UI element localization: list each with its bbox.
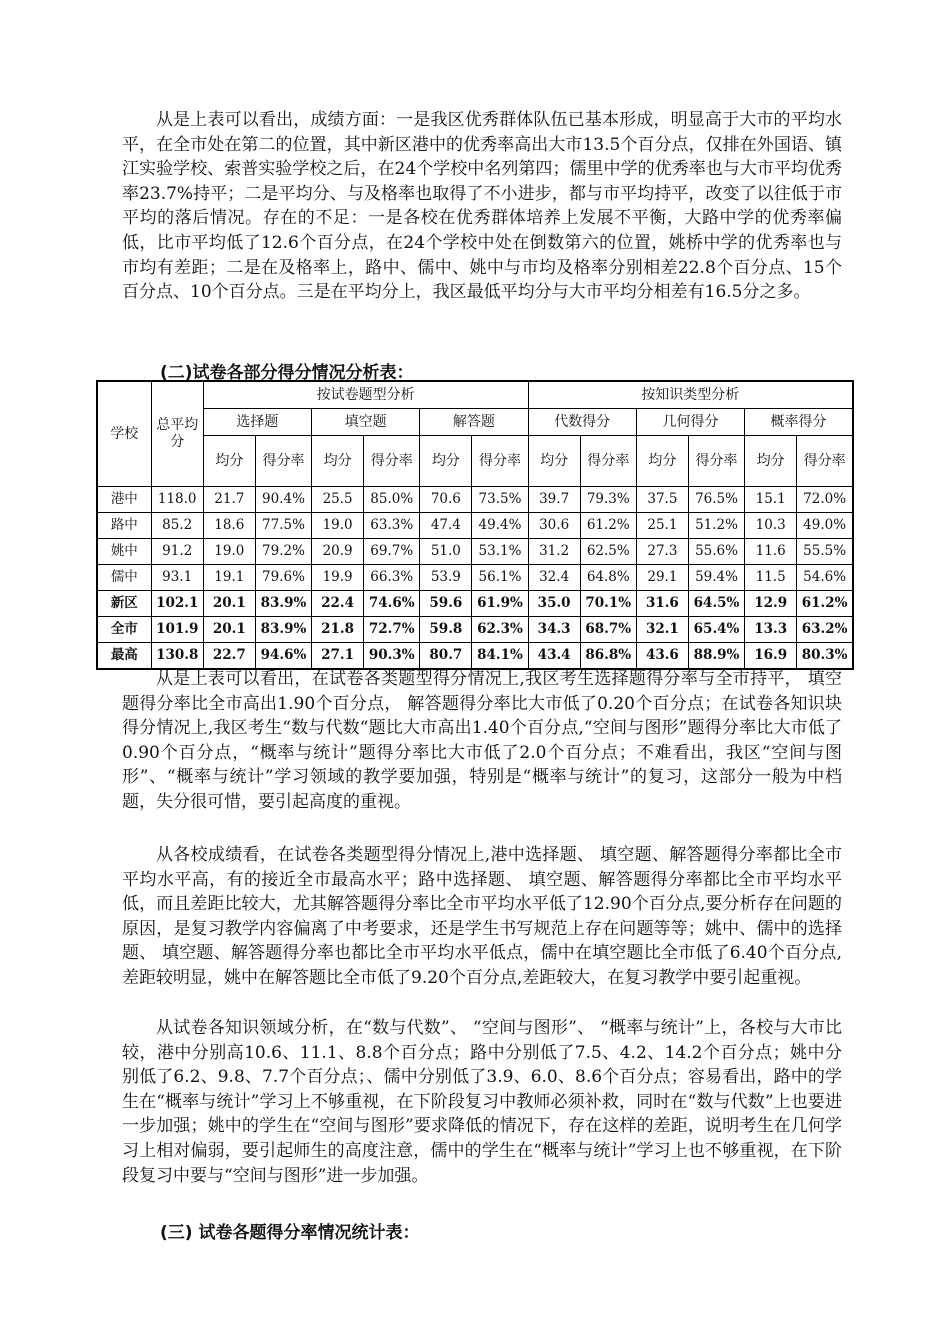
cell-avg: 51.0 [420,539,472,565]
score-analysis-table [96,380,854,670]
cell-school: 姚中 [97,539,151,565]
cell-avg: 11.6 [745,539,797,565]
cell-rate: 53.1% [472,539,528,565]
header-fill-in: 填空题 [312,409,420,436]
header-geometry: 几何得分 [636,409,744,436]
cell-rate: 61.2% [580,513,636,539]
cell-rate: 83.9% [255,591,311,617]
cell-rate: 55.6% [688,539,744,565]
cell-rate: 51.2% [688,513,744,539]
header-algebra: 代数得分 [528,409,636,436]
header-avg: 均分 [420,436,472,487]
cell-rate: 54.6% [797,565,853,591]
cell-avg: 37.5 [636,487,688,513]
cell-avg: 13.3 [745,617,797,643]
cell-avg: 27.1 [312,643,364,670]
cell-rate: 72.0% [797,487,853,513]
cell-rate: 64.8% [580,565,636,591]
cell-school: 港中 [97,487,151,513]
table-row [97,565,853,591]
header-rate: 得分率 [255,436,311,487]
cell-rate: 56.1% [472,565,528,591]
cell-avg: 18.6 [203,513,255,539]
table-body [97,487,853,670]
paragraph-results-summary: 从是上表可以看出，成绩方面：一是我区优秀群体队伍已基本形成，明显高于大市的平均水平，在全市处在第二的位置，其中新区港中的优秀率高出大市13.5个百分点，仅排在外国语、镇江实验学校、索普实验学校之后，在24个学校中名列第四；儒里中学的优秀率也与大市平均优秀率23.7%持平；二是平均分、与及格率也取得了不小进步，都与市平均持平，改变了以往低于市平均的落后情况。存在的不足：一是各校在优秀群体培养上发展不平衡，大路中学的优秀率偏低，比市平均低了12.6个百分点，在24个学校中处在倒数第六的位置，姚桥中学的优秀率也与市均有差距；二是在及格率上，路中、儒中、姚中与市均及格率分别相差22.8个百分点、15个百分点、10个百分点。三是在平均分上，我区最低平均分与大市平均分相差有16.5分之多。 [122,110,842,303]
cell-avg: 59.6 [420,591,472,617]
cell-rate: 74.6% [364,591,420,617]
table-row [97,617,853,643]
cell-total-avg: 130.8 [151,643,203,670]
paragraph-school-analysis: 从各校成绩看，在试卷各类题型得分情况上,港中选择题、 填空题、解答题得分率都比全市平均水平高，有的接近全市最高水平；路中选择题、 填空题、解答题得分率都比全市平均水平低，而且差距比较大，尤其解答题得分率比全市平均水平低了12.90个百分点,要分析存在问题的原因，是复习教学内容偏离了中考要求，还是学生书写规范上存在问题等等；姚中、儒中的选择题、 填空题、解答题得分率也都比全市平均水平低点，儒中在填空题比全市低了6.40个百分点,差距较明显，姚中在解答题比全市低了9.20个百分点,差距较大，在复习教学中要引起重视。 [122,845,842,988]
header-rate: 得分率 [580,436,636,487]
cell-rate: 61.2% [797,591,853,617]
cell-avg: 29.1 [636,565,688,591]
cell-avg: 20.1 [203,591,255,617]
cell-rate: 88.9% [688,643,744,670]
cell-rate: 63.2% [797,617,853,643]
cell-rate: 61.9% [472,591,528,617]
header-total-avg: 总平均分 [151,381,203,487]
header-by-knowledge-type: 按知识类型分析 [528,381,853,409]
cell-avg: 12.9 [745,591,797,617]
cell-school: 最高 [97,643,151,670]
cell-school: 儒中 [97,565,151,591]
cell-avg: 53.9 [420,565,472,591]
cell-avg: 22.4 [312,591,364,617]
cell-total-avg: 85.2 [151,513,203,539]
cell-avg: 25.5 [312,487,364,513]
cell-avg: 21.7 [203,487,255,513]
cell-rate: 79.6% [255,565,311,591]
header-school: 学校 [97,381,151,487]
cell-avg: 35.0 [528,591,580,617]
header-avg: 均分 [203,436,255,487]
cell-avg: 32.4 [528,565,580,591]
cell-total-avg: 101.9 [151,617,203,643]
cell-rate: 62.5% [580,539,636,565]
table-row [97,513,853,539]
cell-avg: 47.4 [420,513,472,539]
cell-rate: 49.4% [472,513,528,539]
header-rate: 得分率 [364,436,420,487]
cell-total-avg: 102.1 [151,591,203,617]
cell-school: 路中 [97,513,151,539]
cell-avg: 19.9 [312,565,364,591]
cell-avg: 25.1 [636,513,688,539]
cell-rate: 68.7% [580,617,636,643]
cell-avg: 30.6 [528,513,580,539]
cell-rate: 85.0% [364,487,420,513]
cell-avg: 10.3 [745,513,797,539]
cell-avg: 11.5 [745,565,797,591]
cell-rate: 65.4% [688,617,744,643]
cell-rate: 72.7% [364,617,420,643]
cell-rate: 90.3% [364,643,420,670]
cell-rate: 86.8% [580,643,636,670]
cell-avg: 80.7 [420,643,472,670]
cell-avg: 16.9 [745,643,797,670]
header-by-question-type: 按试卷题型分析 [203,381,528,409]
cell-avg: 21.8 [312,617,364,643]
cell-school: 新区 [97,591,151,617]
cell-rate: 55.5% [797,539,853,565]
cell-rate: 79.3% [580,487,636,513]
cell-rate: 76.5% [688,487,744,513]
cell-avg: 31.6 [636,591,688,617]
table-row [97,591,853,617]
cell-rate: 66.3% [364,565,420,591]
header-avg: 均分 [745,436,797,487]
cell-avg: 31.2 [528,539,580,565]
cell-avg: 34.3 [528,617,580,643]
cell-rate: 83.9% [255,617,311,643]
cell-avg: 43.4 [528,643,580,670]
cell-rate: 94.6% [255,643,311,670]
cell-total-avg: 91.2 [151,539,203,565]
paragraph-knowledge-analysis: 从试卷各知识领域分析，在“数与代数”、 “空间与图形”、 “概率与统计”上，各校与大市比较，港中分别高10.6、11.1、8.8个百分点；路中分别低了7.5、4.2、14.2个百分点；姚中分别低了6.2、9.8、7.7个百分点；、儒中分别低了3.9、6.0、8.6个百分点；容易看出，路中的学生在“概率与统计”学习上不够重视，在下阶段复习中教师必须补救，同时在“数与代数”上也要进一步加强；姚中的学生在“空间与图形”要求降低的情况下，存在这样的差距，说明考生在几何学习上相对偏弱，要引起师生的高度注意，儒中的学生在“概率与统计”学习上也不够重视，在下阶段复习中要与“空间与图形”进一步加强。 [122,1018,842,1186]
cell-rate: 84.1% [472,643,528,670]
cell-avg: 39.7 [528,487,580,513]
table-row [97,487,853,513]
cell-avg: 15.1 [745,487,797,513]
header-solution: 解答题 [420,409,528,436]
cell-avg: 27.3 [636,539,688,565]
cell-total-avg: 93.1 [151,565,203,591]
cell-school: 全市 [97,617,151,643]
paragraph-question-type-analysis: 从是上表可以看出，在试卷各类题型得分情况上,我区考生选择题得分率与全市持平， 填空题得分率比全市高出1.90个百分点， 解答题得分率比大市低了0.20个百分点；在试卷各知识块得分情况上,我区考生“数与代数“题比大市高出1.40个百分点,“空间与图形”题得分率比大市低了0.90个百分点，“概率与统计”题得分率比大市低了2.0个百分点；不难看出，我区“空间与图形”、“概率与统计”学习领域的教学要加强，特别是“概率与统计”的复习，这部分一般为中档题，失分很可惜，要引起高度的重视。 [122,669,842,812]
cell-rate: 62.3% [472,617,528,643]
table-row [97,643,853,670]
cell-avg: 43.6 [636,643,688,670]
cell-avg: 70.6 [420,487,472,513]
header-avg: 均分 [528,436,580,487]
cell-avg: 19.0 [203,539,255,565]
cell-avg: 19.0 [312,513,364,539]
cell-rate: 69.7% [364,539,420,565]
section-heading-3: (三) 试卷各题得分率情况统计表： [160,1223,420,1243]
cell-rate: 90.4% [255,487,311,513]
header-avg: 均分 [312,436,364,487]
section-heading-2: (二)试卷各部分得分情况分析表： [160,363,414,383]
cell-rate: 63.3% [364,513,420,539]
header-avg: 均分 [636,436,688,487]
table-row [97,539,853,565]
cell-rate: 70.1% [580,591,636,617]
cell-rate: 59.4% [688,565,744,591]
header-rate: 得分率 [797,436,853,487]
cell-rate: 73.5% [472,487,528,513]
cell-avg: 32.1 [636,617,688,643]
cell-avg: 59.8 [420,617,472,643]
header-multiple-choice: 选择题 [203,409,311,436]
header-rate: 得分率 [688,436,744,487]
header-row-metrics [97,436,853,487]
cell-rate: 77.5% [255,513,311,539]
cell-rate: 79.2% [255,539,311,565]
cell-avg: 22.7 [203,643,255,670]
cell-rate: 80.3% [797,643,853,670]
cell-rate: 64.5% [688,591,744,617]
header-probability: 概率得分 [745,409,853,436]
cell-avg: 20.9 [312,539,364,565]
cell-avg: 20.1 [203,617,255,643]
cell-total-avg: 118.0 [151,487,203,513]
cell-avg: 19.1 [203,565,255,591]
header-rate: 得分率 [472,436,528,487]
cell-rate: 49.0% [797,513,853,539]
